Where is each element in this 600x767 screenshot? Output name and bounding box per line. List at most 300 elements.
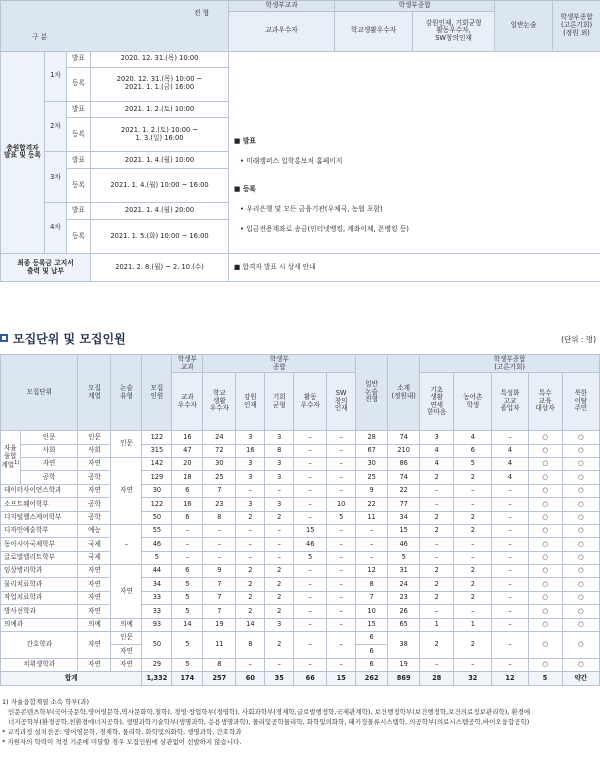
value-cell: 3 <box>236 457 265 470</box>
row-label-additional: 충원합격자 발표 및 등록 <box>1 51 45 254</box>
group-label-sup: 1) <box>14 459 20 466</box>
value-cell: 2 <box>265 565 294 578</box>
value-cell: ○ <box>528 484 562 497</box>
value-cell: 2 <box>236 591 265 604</box>
essay-type-cell: 자연 <box>111 645 142 658</box>
value-cell: 7 <box>356 591 388 604</box>
round-label: 1차 <box>45 51 67 101</box>
announce-date: 2020. 12. 31.(목) 10:00 <box>91 51 229 67</box>
value-cell: ○ <box>528 538 562 551</box>
value-cell: – <box>327 658 356 671</box>
register-date: 2021. 1. 2.(토) 10:00 ~ 1. 3.(일) 16:00 <box>91 118 229 152</box>
value-cell: – <box>492 578 528 591</box>
notes-register-item: • 우리은행 및 모든 금융기관(우체국, 농협 포함) <box>240 205 383 214</box>
value-cell: 869 <box>388 672 420 685</box>
round-label: 2차 <box>45 101 67 152</box>
quota-cell: 55 <box>142 524 172 537</box>
qh-col: 기회 균형 <box>265 373 294 431</box>
value-cell: 20 <box>172 457 203 470</box>
value-cell: 67 <box>356 444 388 457</box>
value-cell: – <box>327 551 356 564</box>
value-cell: ○ <box>528 444 562 457</box>
value-cell: 2 <box>454 471 492 484</box>
table-row <box>1 431 600 444</box>
value-cell: 2 <box>420 632 454 659</box>
value-cell: 8 <box>236 632 265 659</box>
value-cell: – <box>492 605 528 618</box>
value-cell: 2 <box>454 578 492 591</box>
header-sub-gyogwa: 교과우수자 <box>229 12 335 51</box>
total-label: 합계 <box>1 672 142 685</box>
total-row <box>1 672 600 685</box>
value-cell: 30 <box>203 457 236 470</box>
value-cell: – <box>294 457 327 470</box>
value-cell: – <box>420 605 454 618</box>
table-row <box>1 471 600 484</box>
value-cell: 2 <box>454 511 492 524</box>
value-cell: – <box>294 511 327 524</box>
value-cell: 2 <box>420 511 454 524</box>
table-row <box>1 457 600 470</box>
unit-name: 치위생학과 <box>1 658 78 671</box>
value-cell: 2 <box>454 565 492 578</box>
value-cell: 1 <box>454 618 492 631</box>
group-label-text: 자율 융합 계열 <box>1 444 17 469</box>
quota-cell: 315 <box>142 444 172 457</box>
value-cell: – <box>492 484 528 497</box>
value-cell: 74 <box>388 431 420 444</box>
value-cell: 16 <box>236 444 265 457</box>
value-cell: 5 <box>172 632 203 659</box>
value-cell: – <box>265 538 294 551</box>
value-cell: 16 <box>172 498 203 511</box>
value-cell: 66 <box>294 672 327 685</box>
table-row <box>1 524 600 537</box>
value-cell: 5 <box>528 672 562 685</box>
unit-name: 의예과 <box>1 618 78 631</box>
qh-col: 농어촌 학생 <box>454 373 492 431</box>
value-cell: – <box>356 551 388 564</box>
value-cell: 2 <box>420 578 454 591</box>
unit-name: 물리치료학과 <box>1 578 78 591</box>
table-row <box>1 565 600 578</box>
value-cell: 2 <box>454 632 492 659</box>
value-cell: – <box>294 618 327 631</box>
field-cell: 자연 <box>78 605 111 618</box>
value-cell: 11 <box>356 511 388 524</box>
value-cell: ○ <box>528 658 562 671</box>
footnote-3: * 지원자의 학력이 적정 기준에 미달할 경우 모집인원에 상관없이 선발하지 않습니다. <box>2 738 242 747</box>
unit-name: 글로벌엘리트학부 <box>1 551 78 564</box>
value-cell: – <box>294 591 327 604</box>
value-cell: ○ <box>562 605 599 618</box>
schedule-notes <box>229 51 600 254</box>
value-cell: – <box>492 511 528 524</box>
value-cell: 5 <box>172 578 203 591</box>
value-cell: 31 <box>388 565 420 578</box>
value-cell: 2 <box>265 605 294 618</box>
value-cell: – <box>454 551 492 564</box>
value-cell: 74 <box>388 471 420 484</box>
value-cell: 8 <box>203 658 236 671</box>
quota-cell: 44 <box>142 565 172 578</box>
value-cell: 22 <box>356 498 388 511</box>
value-cell: ○ <box>562 538 599 551</box>
value-cell: 19 <box>388 658 420 671</box>
header-sub-gangwon: 강원인재, 기회균형 활동우수자, SW창의인재 <box>413 12 495 51</box>
value-cell: 60 <box>236 672 265 685</box>
value-cell: 8 <box>203 511 236 524</box>
value-cell: – <box>454 484 492 497</box>
value-cell: 16 <box>172 431 203 444</box>
announce-date: 2021. 1. 2.(토) 10:00 <box>91 101 229 118</box>
header-group-gyogwa: 학생부교과 <box>229 1 335 12</box>
qh-col: 특성화 고교 졸업자 <box>492 373 528 431</box>
value-cell: 3 <box>420 431 454 444</box>
footnote-2: * 교직과정 설치전공: 영어영문학, 경제학, 물리학, 화학및의화학, 생명과학, 간호학과 <box>2 728 242 737</box>
unit-name: 동아시아국제학부 <box>1 538 78 551</box>
value-cell: 2 <box>454 524 492 537</box>
unit-label: (단위 : 명) <box>561 335 596 344</box>
unit-name: 디자인예술학부 <box>1 524 78 537</box>
value-cell: 25 <box>356 471 388 484</box>
header-essay: 일반논술 <box>495 1 553 52</box>
value-cell: 19 <box>203 618 236 631</box>
table-row <box>1 632 600 645</box>
value-cell: 5 <box>172 591 203 604</box>
essay-type-cell: 인문 <box>111 632 142 645</box>
unit-name: 인문 <box>20 431 78 444</box>
value-cell: 2 <box>265 511 294 524</box>
value-cell: – <box>327 457 356 470</box>
value-cell: 9 <box>203 565 236 578</box>
value-cell: 3 <box>265 471 294 484</box>
qh-subtotal: 소계 (정원내) <box>388 355 420 431</box>
register-label: 등록 <box>67 67 91 101</box>
value-cell: 77 <box>388 498 420 511</box>
value-cell: ○ <box>562 471 599 484</box>
value-cell: – <box>294 658 327 671</box>
value-cell: ○ <box>562 591 599 604</box>
value-cell: – <box>327 431 356 444</box>
final-payment-label: 최종 등록금 고지서 출력 및 납부 <box>1 254 91 282</box>
register-label: 등록 <box>67 118 91 152</box>
header-group-jonghap: 학생부종합 <box>335 1 495 12</box>
header-goreun: 학생부종합 (고른기회) (정원 외) <box>553 1 600 52</box>
value-cell: 15 <box>356 618 388 631</box>
value-cell: 24 <box>203 431 236 444</box>
value-cell: – <box>327 591 356 604</box>
notes-announce-item: • 미래캠퍼스 입학홍보처 홈페이지 <box>240 156 343 165</box>
value-cell: – <box>203 551 236 564</box>
value-cell: – <box>294 578 327 591</box>
table-row <box>1 444 600 457</box>
essay-type-cell: 자연 <box>111 457 142 524</box>
value-cell: 14 <box>236 618 265 631</box>
value-cell: – <box>294 565 327 578</box>
value-cell: 7 <box>203 484 236 497</box>
value-cell: ○ <box>562 431 599 444</box>
quota-cell: 5 <box>142 551 172 564</box>
table-row <box>1 605 600 618</box>
value-cell: – <box>294 471 327 484</box>
value-cell: ○ <box>562 565 599 578</box>
value-cell: ○ <box>528 632 562 659</box>
value-cell: 7 <box>203 578 236 591</box>
value-cell: – <box>236 538 265 551</box>
value-cell: ○ <box>528 471 562 484</box>
value-cell: ○ <box>528 498 562 511</box>
value-cell: 5 <box>294 551 327 564</box>
qh-col: 활동 우수자 <box>294 373 327 431</box>
value-cell: 2 <box>420 591 454 604</box>
value-cell: 4 <box>454 431 492 444</box>
value-cell: 2 <box>265 591 294 604</box>
announce-label: 발표 <box>67 51 91 67</box>
value-cell: 34 <box>388 511 420 524</box>
value-cell: 47 <box>172 444 203 457</box>
value-cell: – <box>265 658 294 671</box>
value-cell: – <box>327 565 356 578</box>
value-cell: 86 <box>388 457 420 470</box>
quota-table <box>0 354 600 686</box>
value-cell: 6 <box>356 632 388 645</box>
qh-group-goreun: 학생부종합 (고른기회) <box>420 355 600 373</box>
value-cell: 65 <box>388 618 420 631</box>
value-cell: – <box>492 591 528 604</box>
value-cell: 46 <box>388 538 420 551</box>
announce-label: 발표 <box>67 101 91 118</box>
value-cell: 12 <box>356 565 388 578</box>
value-cell: ○ <box>562 658 599 671</box>
value-cell: – <box>294 444 327 457</box>
unit-name: 공학 <box>20 471 78 484</box>
value-cell: 3 <box>236 471 265 484</box>
value-cell: – <box>294 484 327 497</box>
value-cell: ○ <box>528 457 562 470</box>
quota-body <box>1 431 600 685</box>
value-cell: – <box>356 538 388 551</box>
value-cell: 28 <box>420 672 454 685</box>
value-cell: – <box>294 605 327 618</box>
footnotes <box>2 697 600 747</box>
field-cell: 공학 <box>78 498 111 511</box>
value-cell: 3 <box>236 431 265 444</box>
unit-name: 방사선학과 <box>1 605 78 618</box>
value-cell: 22 <box>388 484 420 497</box>
value-cell: 3 <box>265 618 294 631</box>
value-cell: 2 <box>236 578 265 591</box>
field-cell: 공학 <box>78 511 111 524</box>
table-row <box>1 511 600 524</box>
quota-cell: 122 <box>142 498 172 511</box>
value-cell: 2 <box>420 565 454 578</box>
value-cell: – <box>327 471 356 484</box>
announce-label: 발표 <box>67 152 91 169</box>
table-row <box>1 578 600 591</box>
value-cell: – <box>420 658 454 671</box>
value-cell: 8 <box>265 444 294 457</box>
value-cell: ○ <box>562 551 599 564</box>
value-cell: 32 <box>454 672 492 685</box>
value-cell: 5 <box>172 658 203 671</box>
value-cell: 8 <box>356 578 388 591</box>
value-cell: 38 <box>388 632 420 659</box>
quota-cell: 33 <box>142 591 172 604</box>
value-cell: – <box>492 551 528 564</box>
table-row <box>1 658 600 671</box>
footnote-1: 1) 자율융합계열 소속 학부(과) <box>2 698 90 706</box>
qh-col: SW 창의 인재 <box>327 373 356 431</box>
quota-cell: 33 <box>142 605 172 618</box>
table-row <box>1 484 600 497</box>
value-cell: – <box>492 618 528 631</box>
value-cell: ○ <box>528 605 562 618</box>
quota-cell: 93 <box>142 618 172 631</box>
qh-col: 북한 이탈 주민 <box>562 373 599 431</box>
value-cell: – <box>172 538 203 551</box>
value-cell: 4 <box>492 444 528 457</box>
field-cell: 예능 <box>78 524 111 537</box>
value-cell: 약간 <box>562 672 599 685</box>
value-cell: 30 <box>356 457 388 470</box>
value-cell: – <box>420 538 454 551</box>
section-header <box>0 330 600 348</box>
value-cell: – <box>492 538 528 551</box>
value-cell: – <box>172 551 203 564</box>
value-cell: 3 <box>265 498 294 511</box>
field-cell: 국제 <box>78 551 111 564</box>
footnote-1-detail: 인문콘텐츠학부(국어국문학,영어영문학,역사문화학,철학), 경영·창업학부(경영학), 사회과학부(경제학,글로벌행정학,국제관계학), 보건행정학부(보건행정학,보건의료정보관리학), 환경에 <box>8 708 531 717</box>
register-date: 2020. 12. 31.(목) 10:00 ~ 2021. 1. 1.(금) 16:00 <box>91 67 229 101</box>
header-track-category <box>1 1 229 52</box>
essay-type-cell: 자연 <box>111 565 142 619</box>
field-cell: 국제 <box>78 538 111 551</box>
value-cell: – <box>420 484 454 497</box>
value-cell: 6 <box>172 484 203 497</box>
quota-cell: 50 <box>142 511 172 524</box>
field-cell: 자연 <box>78 565 111 578</box>
unit-name: 소프트웨어학부 <box>1 498 78 511</box>
value-cell: – <box>492 565 528 578</box>
quota-cell: 142 <box>142 457 172 470</box>
value-cell: 3 <box>265 457 294 470</box>
value-cell: 18 <box>172 471 203 484</box>
value-cell: – <box>327 524 356 537</box>
unit-name: 자연 <box>20 457 78 470</box>
value-cell: – <box>454 605 492 618</box>
value-cell: 15 <box>294 524 327 537</box>
value-cell: ○ <box>562 498 599 511</box>
qh-col: 교과 우수자 <box>172 373 203 431</box>
value-cell: – <box>492 658 528 671</box>
value-cell: – <box>236 484 265 497</box>
value-cell: ○ <box>562 578 599 591</box>
quota-cell: 122 <box>142 431 172 444</box>
table-row <box>1 551 600 564</box>
value-cell: 6 <box>356 658 388 671</box>
value-cell: 1 <box>420 618 454 631</box>
value-cell: – <box>356 524 388 537</box>
field-cell: 자연 <box>78 457 111 470</box>
value-cell: ○ <box>562 618 599 631</box>
value-cell: 2 <box>265 632 294 659</box>
qh-col: 특수 교육 대상자 <box>528 373 562 431</box>
essay-type-cell: 인문 <box>111 431 142 458</box>
value-cell: 262 <box>356 672 388 685</box>
value-cell: 26 <box>388 605 420 618</box>
register-date: 2021. 1. 4.(월) 10:00 ~ 16:00 <box>91 169 229 203</box>
value-cell: – <box>492 632 528 659</box>
field-cell: 인문 <box>78 431 111 444</box>
value-cell: 2 <box>420 471 454 484</box>
value-cell: – <box>265 524 294 537</box>
value-cell: ○ <box>528 511 562 524</box>
value-cell: 28 <box>356 431 388 444</box>
value-cell: 12 <box>492 672 528 685</box>
field-cell: 자연 <box>78 632 111 659</box>
field-cell: 자연 <box>78 591 111 604</box>
value-cell: – <box>236 658 265 671</box>
qh-group-jonghap: 학생부 종합 <box>203 355 356 373</box>
table-row <box>1 591 600 604</box>
register-label: 등록 <box>67 220 91 254</box>
value-cell: 25 <box>203 471 236 484</box>
essay-type-cell: 의예 <box>111 618 142 631</box>
quota-cell: 34 <box>142 578 172 591</box>
value-cell: 14 <box>172 618 203 631</box>
quota-cell: 30 <box>142 484 172 497</box>
announce-label: 발표 <box>67 203 91 220</box>
unit-name: 작업치료학과 <box>1 591 78 604</box>
value-cell: ○ <box>528 591 562 604</box>
value-cell: ○ <box>528 565 562 578</box>
value-cell: 9 <box>356 484 388 497</box>
value-cell: – <box>492 524 528 537</box>
value-cell: 3 <box>236 498 265 511</box>
value-cell: 5 <box>172 605 203 618</box>
value-cell: 4 <box>492 457 528 470</box>
value-cell: 23 <box>388 591 420 604</box>
value-cell: – <box>492 498 528 511</box>
header-track: 전 형 <box>194 8 210 17</box>
table-row <box>1 498 600 511</box>
field-cell: 자연 <box>78 578 111 591</box>
value-cell: 6 <box>172 511 203 524</box>
qh-col: 학교 생활 우수자 <box>203 373 236 431</box>
final-payment-note: ■ 합격자 발표 시 상세 안내 <box>229 254 600 282</box>
final-payment-date: 2021. 2. 8.(월) ~ 2. 10.(수) <box>91 254 229 282</box>
value-cell: 6 <box>454 444 492 457</box>
qh-group-gyogwa: 학생부 교과 <box>172 355 203 373</box>
value-cell: – <box>203 538 236 551</box>
value-cell: 2 <box>236 511 265 524</box>
notes-register-title: ■ 등록 <box>234 185 256 194</box>
announce-date: 2021. 1. 4.(월) 20:00 <box>91 203 229 220</box>
value-cell: – <box>327 578 356 591</box>
value-cell: ○ <box>562 511 599 524</box>
value-cell: – <box>294 431 327 444</box>
field-cell: 공학 <box>78 471 111 484</box>
value-cell: 2 <box>236 605 265 618</box>
qh-field: 모집 계열 <box>78 355 111 431</box>
value-cell: 174 <box>172 672 203 685</box>
qh-essay-type: 논술 유형 <box>111 355 142 431</box>
value-cell: ○ <box>528 524 562 537</box>
register-label: 등록 <box>67 169 91 203</box>
value-cell: – <box>265 484 294 497</box>
value-cell: 46 <box>294 538 327 551</box>
